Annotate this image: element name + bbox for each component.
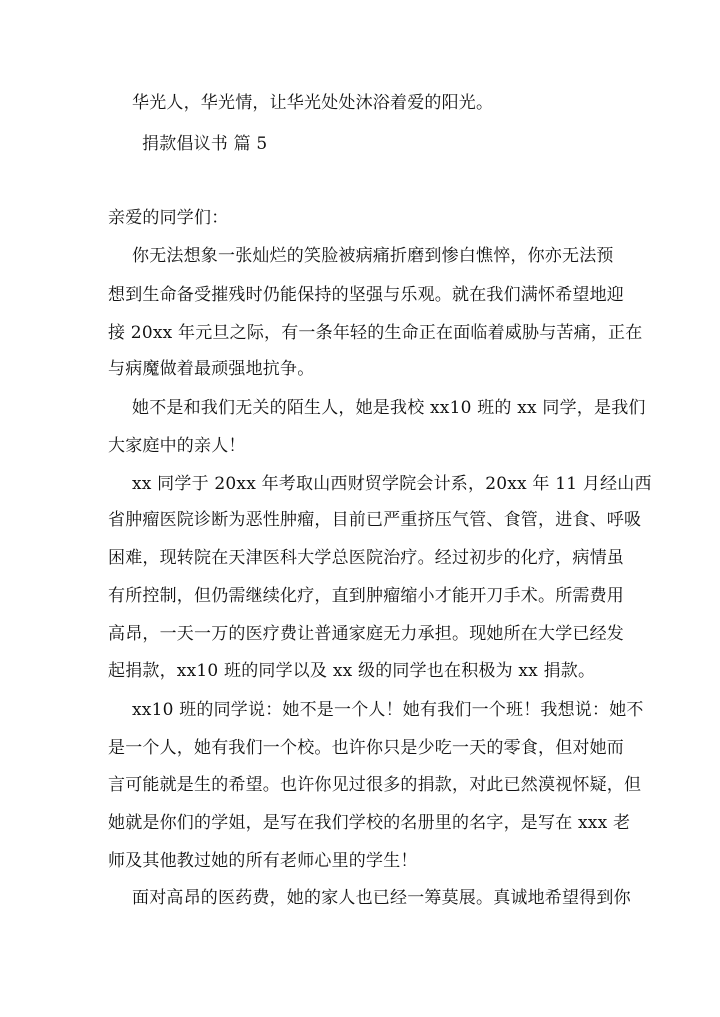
paragraph-line: 与病魔做着最顽强地抗争。 — [108, 359, 315, 379]
paragraph-line: 大家庭中的亲人！ — [108, 436, 246, 456]
paragraph-line: 她不是和我们无关的陌生人，她是我校 xx10 班的 xx 同学，是我们 — [132, 398, 646, 418]
paragraph-line: 起捐款，xx10 班的同学以及 xx 级的同学也在积极为 xx 捐款。 — [108, 661, 596, 681]
paragraph-line: 言可能就是生的希望。也许你见过很多的捐款，对此已然漠视怀疑，但 — [108, 775, 642, 795]
paragraph-line: 是一个人，她有我们一个校。也许你只是少吃一天的零食，但对她而 — [108, 738, 624, 758]
paragraph-line: 想到生命备受摧残时仍能保持的坚强与乐观。就在我们满怀希望地迎 — [108, 285, 624, 305]
paragraph-line: 面对高昂的医药费，她的家人也已经一筹莫展。真诚地希望得到你 — [132, 888, 631, 908]
section-title: 捐款倡议书 篇 5 — [142, 134, 268, 154]
paragraph-line: 有所控制，但仍需继续化疗，直到肿瘤缩小才能开刀手术。所需费用 — [108, 586, 624, 606]
paragraph-line: 高昂，一天一万的医疗费让普通家庭无力承担。现她所在大学已经发 — [108, 624, 624, 644]
paragraph-line: 省肿瘤医院诊断为恶性肿瘤，目前已严重挤压气管、食管，进食、呼吸 — [108, 510, 642, 530]
closing-line: 华光人，华光情，让华光处处沐浴着爱的阳光。 — [132, 93, 494, 113]
paragraph-line: 师及其他教过她的所有老师心里的学生！ — [108, 851, 418, 871]
paragraph-line: 接 20xx 年元旦之际，有一条年轻的生命正在面临着威胁与苦痛，正在 — [108, 323, 643, 343]
paragraph-line: 你无法想象一张灿烂的笑脸被病痛折磨到惨白憔悴，你亦无法预 — [132, 246, 614, 266]
paragraph-line: xx 同学于 20xx 年考取山西财贸学院会计系，20xx 年 11 月经山西 — [132, 474, 652, 494]
paragraph-line: 困难，现转院在天津医科大学总医院治疗。经过初步的化疗，病情虽 — [108, 548, 624, 568]
paragraph-line: xx10 班的同学说：她不是一个人！她有我们一个班！我想说：她不 — [132, 700, 644, 720]
paragraph-line: 她就是你们的学姐，是写在我们学校的名册里的名字，是写在 xxx 老 — [108, 813, 631, 833]
salutation: 亲爱的同学们： — [108, 208, 229, 228]
